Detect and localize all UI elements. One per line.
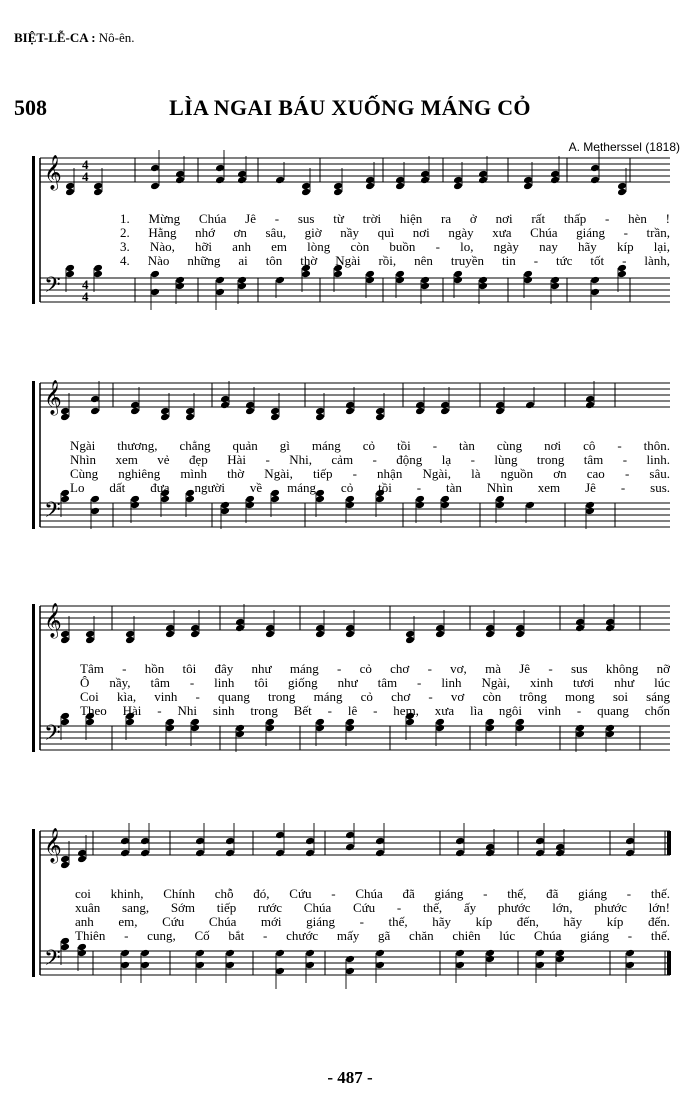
- lyric-verse-1: coi khinh, Chính chỗ đó, Cứu - Chúa đã giáng - thế, đã giáng - thế.: [75, 887, 670, 901]
- note-head: [315, 413, 325, 422]
- note-head: [120, 837, 130, 846]
- bass-clef-icon: 𝄢: [44, 721, 61, 751]
- note-head: [215, 288, 225, 297]
- brace-bar: [32, 829, 35, 977]
- note-head: [237, 176, 247, 185]
- note-head: [185, 413, 195, 422]
- note-head: [140, 849, 150, 858]
- note-head: [345, 630, 355, 639]
- note-head: [585, 401, 595, 410]
- note-head: [345, 718, 355, 727]
- composer-credit: A. Metherssel (1818): [568, 140, 680, 154]
- lyric-verse-4: 4. Nào những ai tôn thờ Ngài rồi, nên truyền tin - tức tốt - lành,: [120, 254, 670, 268]
- note-head: [275, 849, 285, 858]
- note-head: [605, 624, 615, 633]
- note-head: [515, 630, 525, 639]
- note-head: [90, 507, 100, 516]
- lyric-verse-1: Tâm - hồn tôi đây như máng - cỏ chơ - vơ, mà Jê - sus không nỡ: [80, 662, 670, 676]
- note-head: [575, 624, 585, 633]
- note-head: [275, 276, 285, 285]
- note-head: [485, 849, 495, 858]
- note-head: [237, 276, 247, 285]
- note-head: [65, 188, 75, 197]
- note-head: [405, 636, 415, 645]
- note-head: [215, 164, 225, 173]
- note-head: [375, 849, 385, 858]
- note-head: [550, 276, 560, 285]
- lyrics-block: [80, 662, 670, 718]
- hymn-number: 508: [14, 95, 47, 120]
- note-head: [440, 495, 450, 504]
- note-head: [225, 837, 235, 846]
- note-head: [535, 849, 545, 858]
- lyric-verse-2: Ô nầy, tâm - linh tôi giống như tâm - linh Ngài, xinh tươi như lúc: [80, 676, 670, 690]
- note-head: [590, 176, 600, 185]
- note-head: [365, 270, 375, 279]
- note-head: [585, 501, 595, 510]
- note-head: [455, 949, 465, 958]
- note-head: [315, 630, 325, 639]
- note-head: [420, 276, 430, 285]
- note-head: [190, 630, 200, 639]
- note-head: [190, 718, 200, 727]
- note-head: [590, 164, 600, 173]
- note-head: [195, 849, 205, 858]
- page-header: [14, 30, 135, 46]
- note-head: [77, 943, 87, 952]
- note-head: [395, 182, 405, 191]
- note-head: [315, 718, 325, 727]
- brace-bar: [32, 381, 35, 529]
- note-head: [140, 961, 150, 970]
- lyric-verse-1: Ngài thương, chẳng quản gì máng cỏ tồi - tàn cùng nơi cô - thôn.: [70, 439, 670, 453]
- note-head: [215, 276, 225, 285]
- note-head: [220, 501, 230, 510]
- note-head: [305, 849, 315, 858]
- note-head: [415, 495, 425, 504]
- note-head: [85, 636, 95, 645]
- note-head: [93, 188, 103, 197]
- lyric-verse-1: 1. Mừng Chúa Jê - sus từ trời hiện ra ở nơi rất thấp - hèn !: [120, 212, 670, 226]
- note-head: [305, 949, 315, 958]
- note-head: [590, 276, 600, 285]
- note-head: [275, 831, 285, 840]
- note-head: [245, 407, 255, 416]
- final-barline: [667, 831, 671, 855]
- note-head: [395, 270, 405, 279]
- music-system-3: [20, 598, 680, 783]
- note-head: [235, 624, 245, 633]
- note-head: [495, 407, 505, 416]
- lyric-verse-3: anh em, Cứu Chúa mới giáng - thế, hãy kíp đến, hãy kíp đến.: [75, 915, 670, 929]
- note-head: [440, 407, 450, 416]
- note-head: [535, 961, 545, 970]
- note-head: [485, 718, 495, 727]
- note-head: [220, 401, 230, 410]
- treble-clef-icon: 𝄞: [44, 603, 62, 638]
- lyrics-block: [120, 212, 670, 268]
- lyric-verse-4: Theo Hài - Nhi sinh trong Bết - lê - hem, xưa lìa ngôi vinh - quang chốn: [80, 704, 670, 718]
- note-head: [140, 837, 150, 846]
- note-head: [215, 176, 225, 185]
- note-head: [160, 413, 170, 422]
- note-head: [555, 849, 565, 858]
- note-head: [345, 831, 355, 840]
- note-head: [305, 961, 315, 970]
- note-head: [523, 270, 533, 279]
- lyric-verse-4: Lo dất đưa người về máng cỏ tồi - tàn Nhìn xem Jê - sus.: [70, 481, 670, 495]
- lyric-verse-3: Cùng nghiêng mình thờ Ngài, tiếp - nhận Ngài, là nguồn ơn cao - sâu.: [70, 467, 670, 481]
- note-head: [555, 949, 565, 958]
- note-head: [485, 949, 495, 958]
- note-head: [345, 407, 355, 416]
- note-head: [420, 176, 430, 185]
- note-head: [150, 288, 160, 297]
- note-head: [77, 855, 87, 864]
- note-head: [575, 724, 585, 733]
- note-head: [525, 501, 535, 510]
- note-head: [625, 961, 635, 970]
- note-head: [305, 837, 315, 846]
- note-head: [125, 636, 135, 645]
- note-head: [625, 949, 635, 958]
- note-head: [150, 270, 160, 279]
- note-head: [455, 849, 465, 858]
- note-head: [245, 495, 255, 504]
- note-head: [415, 407, 425, 416]
- note-head: [435, 718, 445, 727]
- note-head: [617, 188, 627, 197]
- header-category: Nô-ên.: [98, 30, 135, 45]
- note-head: [453, 182, 463, 191]
- final-barline: [667, 951, 671, 975]
- lyric-verse-4: Thiên - cung, Cố bắt - chước mấy gã chăn chiên lúc Chúa giáng - thế.: [75, 929, 670, 943]
- note-head: [435, 630, 445, 639]
- note-head: [195, 837, 205, 846]
- note-head: [478, 276, 488, 285]
- note-head: [150, 164, 160, 173]
- lyric-verse-3: Coi kìa, vinh - quang trong máng cỏ chơ - vơ còn trông mong soi sáng: [80, 690, 670, 704]
- hymn-title: LÌA NGAI BÁU XUỐNG MÁNG CỎ: [169, 95, 531, 120]
- note-head: [455, 961, 465, 970]
- note-head: [365, 182, 375, 191]
- note-head: [225, 849, 235, 858]
- note-head: [515, 718, 525, 727]
- note-head: [90, 407, 100, 416]
- note-head: [165, 718, 175, 727]
- note-head: [225, 961, 235, 970]
- time-signature-bottom: 4: [82, 289, 89, 304]
- note-head: [485, 630, 495, 639]
- treble-clef-icon: 𝄞: [44, 380, 62, 415]
- note-head: [195, 949, 205, 958]
- note-head: [165, 630, 175, 639]
- treble-clef-icon: 𝄞: [44, 155, 62, 190]
- note-head: [235, 724, 245, 733]
- note-head: [375, 961, 385, 970]
- note-head: [90, 495, 100, 504]
- note-head: [605, 724, 615, 733]
- note-head: [175, 276, 185, 285]
- note-head: [590, 288, 600, 297]
- note-head: [275, 967, 285, 976]
- note-head: [275, 949, 285, 958]
- time-signature-top: 4: [82, 277, 89, 292]
- note-head: [120, 849, 130, 858]
- bass-clef-icon: 𝄢: [44, 498, 61, 528]
- treble-clef-icon: 𝄞: [44, 828, 62, 863]
- note-head: [120, 949, 130, 958]
- note-head: [301, 188, 311, 197]
- note-head: [345, 843, 355, 852]
- time-signature-bottom: 4: [82, 169, 89, 184]
- note-head: [265, 630, 275, 639]
- note-head: [130, 407, 140, 416]
- music-system-4: [20, 823, 680, 1013]
- note-head: [270, 413, 280, 422]
- note-head: [333, 188, 343, 197]
- lyrics-block: [75, 887, 670, 943]
- note-head: [60, 712, 70, 721]
- bass-clef-icon: 𝄢: [44, 946, 61, 976]
- time-signature-top: 4: [82, 157, 89, 172]
- brace-bar: [32, 156, 35, 304]
- note-head: [495, 495, 505, 504]
- lyrics-block: [70, 439, 670, 495]
- note-head: [60, 489, 70, 498]
- note-head: [195, 961, 205, 970]
- note-head: [625, 849, 635, 858]
- note-head: [455, 837, 465, 846]
- note-head: [453, 270, 463, 279]
- note-head: [375, 413, 385, 422]
- note-head: [90, 395, 100, 404]
- note-head: [120, 961, 130, 970]
- note-head: [550, 176, 560, 185]
- note-head: [265, 718, 275, 727]
- note-head: [93, 264, 103, 273]
- header-label: BIỆT-LỄ-CA :: [14, 30, 96, 45]
- note-head: [345, 967, 355, 976]
- page-number: - 487 -: [327, 1068, 373, 1087]
- music-system-2: [20, 375, 680, 560]
- lyric-verse-2: 2. Hằng nhớ ơn sâu, giờ nầy quì nơi ngày xưa Chúa giáng - trần,: [120, 226, 670, 240]
- note-head: [345, 495, 355, 504]
- note-head: [225, 949, 235, 958]
- note-head: [140, 949, 150, 958]
- note-head: [535, 837, 545, 846]
- note-head: [375, 837, 385, 846]
- note-head: [525, 401, 535, 410]
- note-head: [175, 176, 185, 185]
- bass-clef-icon: 𝄢: [44, 273, 61, 303]
- music-system-1: [20, 150, 680, 335]
- note-head: [478, 176, 488, 185]
- note-head: [150, 182, 160, 191]
- note-head: [535, 949, 545, 958]
- lyric-verse-3: 3. Nào, hỡi anh em lòng còn buồn - lo, ngày nay hãy kíp lại,: [120, 240, 670, 254]
- brace-bar: [32, 604, 35, 752]
- note-head: [65, 264, 75, 273]
- note-head: [130, 495, 140, 504]
- note-head: [625, 837, 635, 846]
- lyric-verse-2: xuân sang, Sớm tiếp rước Chúa Cứu - thế, ấy phước lớn, phước lớn!: [75, 901, 670, 915]
- note-head: [375, 949, 385, 958]
- note-head: [275, 176, 285, 185]
- note-head: [523, 182, 533, 191]
- note-head: [60, 937, 70, 946]
- lyric-verse-2: Nhìn xem vẻ đẹp Hài - Nhi, cảm - động lạ - lùng trong tâm - linh.: [70, 453, 670, 467]
- note-head: [345, 955, 355, 964]
